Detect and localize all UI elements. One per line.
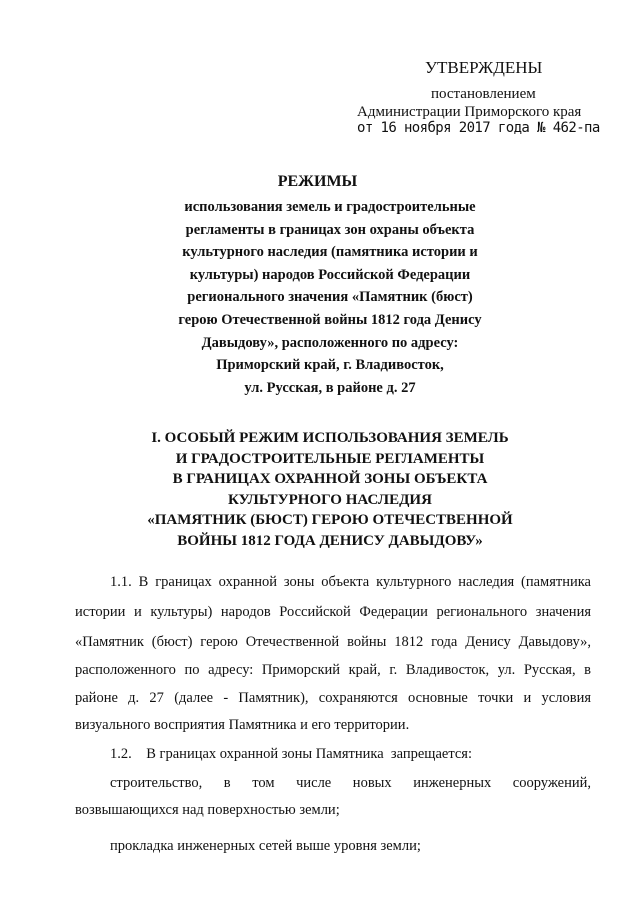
prohibition-item-line: строительство, в том числе новых инженерных сооружений, (110, 775, 591, 791)
prohibition-item: прокладка инженерных сетей выше уровня земли; (110, 838, 421, 854)
document-title: РЕЖИМЫ (277, 173, 358, 190)
paragraph-1-2: 1.2. В границах охранной зоны Памятника запрещается: (110, 746, 472, 762)
subtitle-line: использования земель и градостроительные (184, 199, 476, 215)
subtitle-line: герою Отечественной войны 1812 года Денису (178, 311, 482, 328)
subtitle-line: культуры) народов Российской Федерации (189, 266, 471, 283)
subtitle-line: Давыдову», расположенного по адресу: (201, 334, 459, 351)
document-subtitle (150, 196, 510, 399)
paragraph-1-1-line: «Памятник (бюст) герою Отечественной войны 1812 года Денису Давыдову», (75, 634, 591, 650)
approval-date-number: от 16 ноября 2017 года № 462-па (357, 120, 600, 136)
section-heading-line: И ГРАДОСТРОИТЕЛЬНЫЕ РЕГЛАМЕНТЫ (175, 450, 485, 467)
paragraph-1-1-line: 1.1. В границах охранной зоны объекта культурного наследия (памятника (110, 574, 591, 590)
paragraph-1-1-line: визуального восприятия Памятника и его территории. (75, 717, 410, 733)
approval-authority: Администрации Приморского края (357, 104, 582, 120)
paragraph-1-1-line: расположенного по адресу: Приморский край, г. Владивосток, ул. Русская, в (75, 662, 591, 678)
section-heading-line: ВОЙНЫ 1812 ГОДА ДЕНИСУ ДАВЫДОВУ» (177, 532, 483, 549)
approval-stamp-title: УТВЕРЖДЕНЫ (425, 58, 543, 77)
section-heading-line: КУЛЬТУРНОГО НАСЛЕДИЯ (228, 491, 432, 508)
subtitle-line: ул. Русская, в районе д. 27 (244, 379, 416, 396)
section-heading-line: В ГРАНИЦАХ ОХРАННОЙ ЗОНЫ ОБЪЕКТА (172, 471, 488, 487)
subtitle-line: регионального значения «Памятник (бюст) (187, 289, 473, 306)
paragraph-1-1-line: районе д. 27 (далее - Памятник), сохраняются основные точки и условия (75, 690, 591, 706)
section-heading (120, 428, 540, 551)
section-heading-line: I. ОСОБЫЙ РЕЖИМ ИСПОЛЬЗОВАНИЯ ЗЕМЕЛЬ (151, 430, 509, 446)
approval-decree-label: постановлением (431, 86, 536, 102)
prohibition-item-line: возвышающихся над поверхностью земли; (75, 802, 340, 818)
subtitle-line: культурного наследия (памятника истории и (182, 244, 478, 261)
section-heading-line: «ПАМЯТНИК (БЮСТ) ГЕРОЮ ОТЕЧЕСТВЕННОЙ (147, 512, 513, 528)
subtitle-line: Приморский край, г. Владивосток, (216, 357, 444, 374)
paragraph-1-1-line: истории и культуры) народов Российской Федерации регионального значения (75, 604, 591, 620)
subtitle-line: регламенты в границах зон охраны объекта (185, 221, 475, 238)
